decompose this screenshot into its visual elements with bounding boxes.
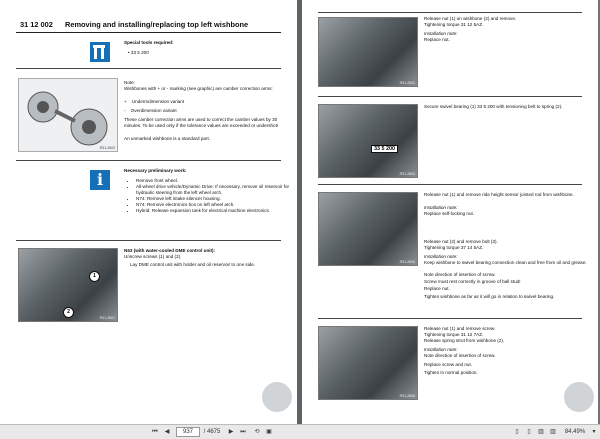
viewer-toolbar: [0, 424, 600, 439]
page-title: Removing and installing/replacing top left wishbone: [65, 20, 249, 29]
photo-label: 2: [63, 307, 74, 318]
section-rule: [16, 240, 281, 241]
page-total: / 4675: [203, 429, 221, 435]
step5-line: Release spring strut from wishbone (2).: [424, 338, 505, 343]
prelim-item: • N74: Remove left intake silencer housing.: [136, 196, 292, 202]
section-rule: [16, 160, 281, 161]
step2-line: Secure swivel bearing (1) 33 5 200 with tensioning belt to spring (2).: [424, 104, 563, 109]
zoom-level[interactable]: 84.49%: [564, 429, 586, 435]
prelim-list: [128, 178, 292, 214]
n63-line-1: Unscrew screws (1) and (2).: [124, 254, 182, 259]
fit-page-icon[interactable]: ▣: [266, 429, 272, 435]
note-item-plus: + Undermdimension variant: [124, 99, 185, 104]
continuous-icon[interactable]: ▥: [538, 429, 544, 435]
page-number-input[interactable]: 937: [176, 427, 200, 437]
step4-note: Note direction of insertion of screw.: [424, 272, 496, 277]
last-page-icon[interactable]: ⏭: [240, 429, 246, 435]
special-tools-heading: Special tools required:: [124, 40, 174, 45]
watermark-logo: [564, 382, 594, 412]
photo-caption: R31-2806: [399, 394, 415, 398]
note-text-1: These camber correction arms are used to correct the camber values by 30 minutes. To be used only if the tolerance values are exceeded or undershot!: [124, 117, 279, 128]
header-rule: [16, 32, 281, 33]
tools-icon: [90, 42, 110, 62]
zoom-dropdown-icon[interactable]: ▾: [592, 429, 596, 435]
section-rule: [16, 68, 281, 69]
photo-caption: R31-2803: [399, 172, 415, 176]
note-item-minus: - Overdimension variant: [124, 108, 177, 113]
step4-note: Tighten wishbone as far as it will go in relation to swivel bearing.: [424, 294, 555, 299]
note-intro: Wishbones with + or - marking (see graphic) are camber correction arms:: [124, 86, 273, 91]
watermark-logo: [262, 382, 292, 412]
step5-line: Tightening torque 31 12 7AZ.: [424, 332, 484, 337]
step5-note: Replace screw and nut.: [424, 362, 473, 367]
photo-caption: R31-2805: [399, 260, 415, 264]
section-rule: [318, 318, 582, 319]
two-page-icon[interactable]: ▯: [527, 429, 531, 435]
rotate-icon[interactable]: ⟲: [254, 429, 260, 435]
note-heading: Note:: [124, 80, 135, 85]
first-page-icon[interactable]: ⏮: [152, 429, 158, 435]
wishbone-nut-photo: [318, 17, 418, 87]
note-text-2: An unmarked wishbone is a standard part.: [124, 136, 211, 141]
step4-line: Tightening torque 37 14 5AZ.: [424, 245, 484, 250]
section-rule: [318, 12, 582, 13]
special-tool-item: • 33 5 200: [128, 50, 149, 55]
tensioning-belt-photo: [318, 104, 418, 178]
step3-line: Release nut (1) and remove ride height sensor jointed rod from wishbone.: [424, 192, 574, 197]
doc-number: 31 12 002: [20, 20, 53, 29]
drawing-caption: R31-2603: [99, 146, 115, 150]
right-document-page: [302, 0, 598, 425]
section-rule: [318, 96, 582, 97]
photo-label: 1: [89, 271, 100, 282]
tool-label: 33 5 200: [371, 145, 398, 153]
step4-note: Replace nut.: [424, 286, 450, 291]
step4-note-label: Installation note:: [424, 254, 458, 259]
section-rule: [318, 184, 582, 185]
step1-note-label: Installation note:: [424, 31, 458, 36]
prelim-item: • Hybrid: Release expansion tank for electrical machine electronics.: [136, 208, 292, 214]
spring-strut-photo: [318, 326, 418, 400]
step1-line: Release nut (1) on wishbone (2) and remove.: [424, 16, 517, 21]
step5-line: Release nut (1) and remove screw.: [424, 326, 496, 331]
step5-note: Tighten in normal position.: [424, 370, 478, 375]
info-icon: i: [90, 170, 110, 190]
step3-note: Replace self-locking nut.: [424, 211, 475, 216]
step1-line: Tightening torque 31 12 5AZ.: [424, 22, 484, 27]
engine-bay-photo: [18, 248, 118, 322]
step5-note: Note direction of insertion of screw.: [424, 353, 496, 358]
wishbone-drawing: [18, 78, 118, 152]
left-document-page: [0, 0, 297, 425]
prelim-item: • Remove front wheel.: [136, 178, 292, 184]
step4-note: Keep wishbone to swivel bearing connection clean and free from oil and grease.: [424, 260, 587, 265]
next-page-icon[interactable]: ▶: [228, 429, 234, 435]
step1-note: Replace nut.: [424, 37, 450, 42]
single-page-icon[interactable]: ▯: [515, 429, 519, 435]
facing-icon[interactable]: ▥: [550, 429, 556, 435]
prelim-heading: Necessary preliminary work:: [124, 168, 187, 173]
prelim-item: • N74: Remove electronics box on left wheel arch.: [136, 202, 292, 208]
step5-note-label: Installation note:: [424, 347, 458, 352]
photo-caption: R31-2601: [99, 316, 115, 320]
n63-line-2: Lay DME control unit with holder and oil reservoir to one side.: [130, 262, 256, 267]
photo-caption: R31-2802: [399, 81, 415, 85]
n63-heading: N63 (with water-cooled DME control unit):: [124, 248, 216, 253]
step3-note-label: Installation note:: [424, 205, 458, 210]
step4-note: Screw must rest correctly in groove of ball stud!: [424, 279, 521, 284]
step4-line: Release nut (2) and remove bolt (3).: [424, 239, 498, 244]
ride-height-photo: [318, 192, 418, 266]
prev-page-icon[interactable]: ◀: [164, 429, 170, 435]
prelim-item: • All-wheel drive vehicle/Dynamic Drive: If necessary, remove oil reservoir for hydraulic steering from the left wheel arch.: [136, 184, 292, 196]
